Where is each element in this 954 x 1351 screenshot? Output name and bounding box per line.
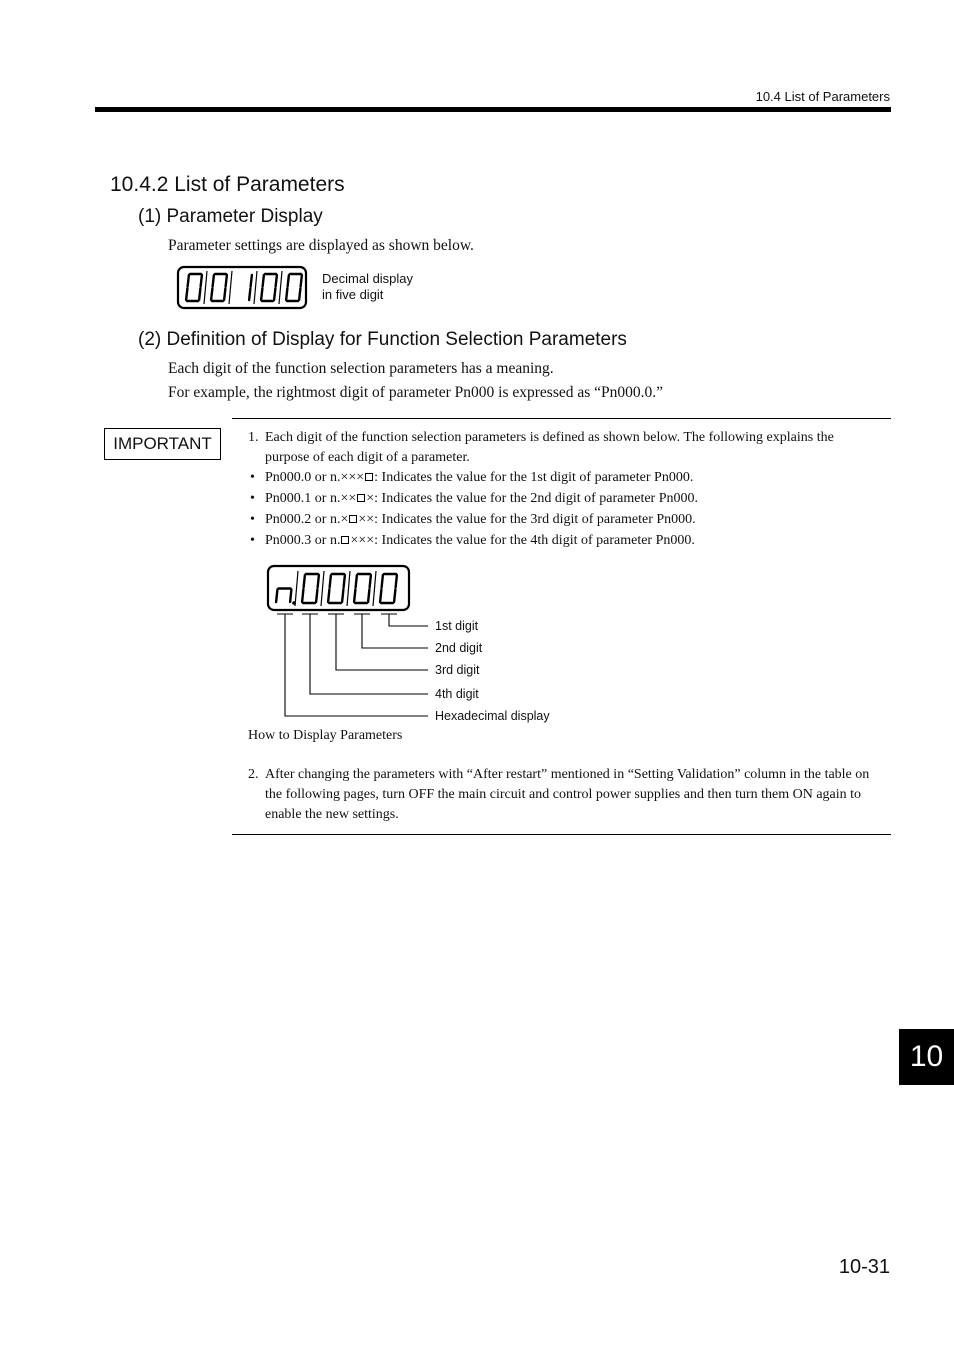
- display-digit-glyph: [373, 571, 397, 606]
- note1-text: Each digit of the function selection parameters is defined as shown below. The following explains the purpose of each digit of a parameter.: [265, 430, 834, 465]
- display-digit-glyph: [321, 571, 345, 606]
- bullet-mark-before: ×: [340, 512, 349, 527]
- note2-number: 2.: [248, 767, 259, 782]
- bullet-item-digit-4: [248, 533, 695, 549]
- bullet-text: : Indicates the value for the 1st digit of parameter Pn000.: [374, 470, 694, 485]
- bullet-mark-before: ×××: [340, 470, 365, 485]
- bullet-mark-before: ××: [340, 491, 357, 506]
- bullet-prefix: Pn000.0 or n.: [265, 470, 341, 485]
- bullet-mark-after: ××: [358, 512, 375, 527]
- bullet-text: : Indicates the value for the 2nd digit of parameter Pn000.: [374, 491, 699, 506]
- bullet-dot: •: [250, 512, 255, 527]
- digit-leader-lines: [277, 614, 428, 716]
- label-1st-digit: 1st digit: [435, 619, 479, 633]
- digit-square-icon: [341, 536, 349, 544]
- label-2nd-digit: 2nd digit: [435, 641, 483, 655]
- function-display-digits: [276, 571, 397, 606]
- leader-line-1st: [381, 614, 428, 626]
- display-digit-glyph: [229, 271, 252, 304]
- leader-line-3rd: [328, 614, 428, 670]
- important-note-1: [248, 428, 868, 468]
- bullet-prefix: Pn000.2 or n.: [265, 512, 341, 527]
- bullet-mark-after: ×: [366, 491, 375, 506]
- decimal-caption-line2: in five digit: [322, 287, 384, 302]
- digit-square-icon: [349, 515, 357, 523]
- function-selection-text-2: For example, the rightmost digit of parameter Pn000 is expressed as “Pn000.0.”: [168, 384, 664, 401]
- digit-square-icon: [357, 494, 365, 502]
- decimal-display-panel: [176, 265, 308, 310]
- subsection-title-parameter-display: (1) Parameter Display: [138, 206, 323, 227]
- note1-number: 1.: [248, 430, 259, 445]
- bullet-item-digit-3: [248, 512, 696, 528]
- subsection-title-function-selection: (2) Definition of Display for Function Selection Parameters: [138, 329, 627, 350]
- display-digit-glyph: [254, 271, 277, 304]
- digit-square-icon: [365, 473, 373, 481]
- bullet-item-digit-2: [248, 491, 698, 507]
- function-display-diagram: [265, 563, 435, 723]
- bullet-text: : Indicates the value for the 3rd digit of parameter Pn000.: [374, 512, 696, 527]
- label-hexadecimal-display: Hexadecimal display: [435, 709, 550, 723]
- important-note-2: [248, 765, 873, 825]
- leader-line-hex: [277, 614, 428, 716]
- header-rule: [95, 107, 891, 112]
- important-box-bottom-rule: [232, 834, 891, 835]
- bullet-item-digit-1: [248, 470, 693, 486]
- bullet-prefix: Pn000.3 or n.: [265, 533, 341, 548]
- page-number: 10-31: [838, 1256, 890, 1278]
- decimal-display-caption: [322, 271, 413, 303]
- note2-text: After changing the parameters with “After restart” mentioned in “Setting Validation” column in the table on the following pages, turn OFF the main circuit and control power supplies and then turn them ON again to enable the new settings.: [265, 767, 870, 822]
- parameter-display-text: Parameter settings are displayed as shown below.: [168, 237, 474, 254]
- important-label: IMPORTANT: [104, 428, 221, 460]
- display-digit-glyph: [295, 571, 319, 606]
- display-digit-glyph: [276, 589, 291, 603]
- decimal-caption-line1: Decimal display: [322, 271, 414, 286]
- label-4th-digit: 4th digit: [435, 687, 479, 701]
- running-header: 10.4 List of Parameters: [755, 89, 890, 104]
- bullet-mark-after: ×××: [350, 533, 375, 548]
- bullet-dot: •: [250, 491, 255, 506]
- function-selection-text-1: Each digit of the function selection parameters has a meaning.: [168, 360, 554, 377]
- bullet-prefix: Pn000.1 or n.: [265, 491, 341, 506]
- label-3rd-digit: 3rd digit: [435, 663, 480, 677]
- bullet-dot: •: [250, 533, 255, 548]
- bullet-text: : Indicates the value for the 4th digit of parameter Pn000.: [374, 533, 695, 548]
- leader-line-2nd: [354, 614, 428, 648]
- important-box-top-rule: [232, 418, 891, 419]
- bullet-dot: •: [250, 470, 255, 485]
- section-title: 10.4.2 List of Parameters: [110, 173, 345, 196]
- decimal-display-digits: [186, 271, 302, 304]
- display-digit-glyph: [204, 271, 227, 304]
- display-digit-glyph: [186, 274, 202, 301]
- display-digit-glyph: [347, 571, 371, 606]
- display-digit-glyph: [279, 271, 302, 304]
- chapter-tab: 10: [899, 1029, 954, 1085]
- diagram-caption: How to Display Parameters: [248, 728, 403, 743]
